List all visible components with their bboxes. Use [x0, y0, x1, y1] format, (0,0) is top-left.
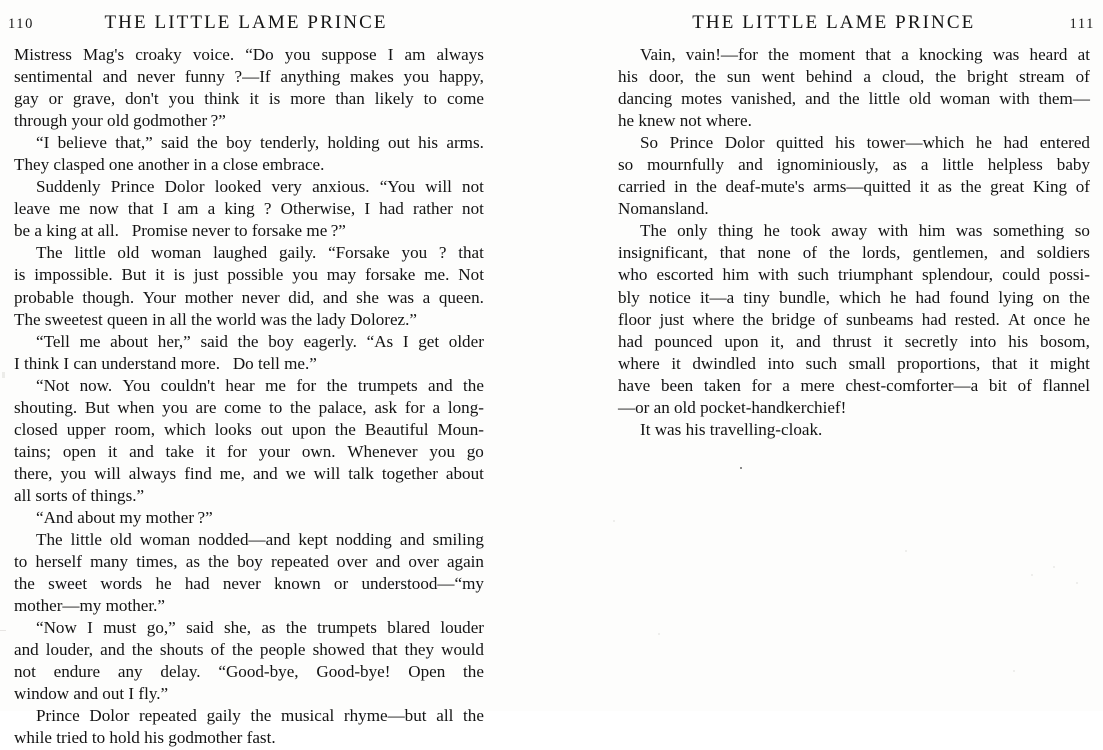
text-line: be a king at all. Promise never to forsake me ?” — [14, 221, 346, 241]
text-line: “And about my mother ?” — [36, 507, 213, 527]
folio-left: 110 — [8, 16, 35, 32]
scan-speck — [0, 630, 6, 631]
paragraph — [14, 507, 484, 529]
text-line: probable though. Your mother never did, and she was a queen. — [14, 287, 484, 307]
text-line: Nomansland. — [618, 199, 709, 219]
text-line: Mistress Mag's croaky voice. “Do you suppose I am always — [14, 45, 484, 64]
paragraph — [14, 44, 484, 132]
scan-speck — [2, 372, 5, 378]
text-line: The only thing he took away with him was something so — [640, 221, 1090, 241]
text-line: and louder, and the shouts of the people showed that they would — [14, 640, 484, 660]
text-line: The little old woman nodded—and kept nodding and smiling — [36, 530, 484, 550]
text-line: Prince Dolor repeated gaily the musical rhyme—but all the — [36, 706, 484, 726]
text-line: to herself many times, as the boy repeated over and over again — [14, 552, 484, 572]
text-line: It was his travelling-cloak. — [640, 419, 823, 439]
text-line: leave me now that I am a king ? Otherwise, I had rather not — [14, 199, 484, 219]
scan-speck — [1013, 670, 1015, 672]
text-line: floor just where the bridge of sunbeams had rested. At once he — [618, 309, 1090, 329]
text-line: mother—my mother.” — [14, 596, 165, 616]
text-line: “Now I must go,” said she, as the trumpets blared louder — [36, 618, 484, 638]
text-line: while tried to hold his godmother fast. — [14, 728, 276, 748]
paragraph — [618, 44, 1090, 132]
text-line: sentimental and never funny ?—If anything makes you happy, — [14, 67, 484, 87]
text-line: shouting. But when you are come to the palace, ask for a long- — [14, 397, 484, 417]
text-line: closed upper room, which looks out upon the Beautiful Moun- — [14, 419, 484, 439]
text-line: insignificant, that none of the lords, gentlemen, and soldiers — [618, 243, 1090, 263]
paragraph — [14, 176, 484, 242]
paragraph — [618, 419, 1090, 441]
text-line: through your old godmother ?” — [14, 111, 226, 131]
text-line: he knew not where. — [618, 111, 752, 131]
paragraph — [14, 705, 484, 749]
text-line: The little old woman laughed gaily. “Forsake you ? that — [36, 243, 484, 263]
scan-speck — [658, 633, 660, 635]
text-line: who escorted him with such triumphant splendour, could possi- — [618, 265, 1090, 285]
paragraph — [14, 242, 484, 330]
text-line: window and out I fly.” — [14, 684, 169, 704]
scan-speck — [1031, 574, 1033, 576]
scan-speck — [1053, 566, 1055, 568]
text-line: gay or grave, don't you think it is more than likely to come — [14, 89, 484, 109]
running-head-right — [610, 12, 1095, 38]
paragraph — [618, 132, 1090, 220]
text-line: Suddenly Prince Dolor looked very anxious. “You will not — [36, 177, 484, 197]
running-head-title-right: THE LITTLE LAME PRINCE — [692, 12, 976, 33]
paragraph — [14, 375, 484, 507]
paragraph — [14, 132, 484, 176]
running-head-title-left: THE LITTLE LAME PRINCE — [104, 12, 388, 33]
text-line: —or an old pocket-handkerchief! — [618, 397, 847, 417]
text-line: there, you will always find me, and we will talk together about — [14, 463, 484, 483]
text-line: Vain, vain!—for the moment that a knocking was heard at — [640, 45, 1090, 64]
text-line: tains; open it and take it for your own. Whenever you go — [14, 441, 484, 461]
text-line: had pounced upon it, and thrust it secretly into his bosom, — [618, 331, 1090, 351]
text-line: have been taken for a mere chest-comforter—a bit of flannel — [618, 375, 1090, 395]
text-line: carried in the deaf-mute's arms—quitted it as the great King of — [618, 177, 1090, 197]
text-line: his door, the sun went behind a cloud, the bright stream of — [618, 67, 1090, 87]
paragraph — [14, 529, 484, 617]
text-line: not endure any delay. “Good-bye, Good-bye! Open the — [14, 662, 484, 682]
text-line: I think I can understand more. Do tell me.” — [14, 353, 317, 373]
text-column-right — [618, 44, 1090, 441]
scan-speck — [1076, 582, 1078, 584]
scan-speck — [740, 467, 742, 469]
text-line: So Prince Dolor quitted his tower—which he had entered — [640, 133, 1090, 153]
text-line: is impossible. But it is just possible you may forsake me. Not — [14, 265, 484, 285]
scan-speck — [613, 520, 615, 522]
text-line: where it dwindled into such small proportions, that it might — [618, 353, 1090, 373]
paragraph — [618, 220, 1090, 418]
text-line: dancing motes vanished, and the little old woman with them— — [618, 89, 1090, 109]
text-line: “Not now. You couldn't hear me for the trumpets and the — [36, 375, 484, 395]
text-line: “I believe that,” said the boy tenderly, holding out his arms. — [36, 133, 484, 153]
text-column-left — [14, 44, 484, 750]
text-line: bly notice it—a tiny bundle, which he had found lying on the — [618, 287, 1090, 307]
scan-speck — [905, 550, 907, 552]
text-line: all sorts of things.” — [14, 485, 145, 505]
folio-right: 111 — [1069, 16, 1095, 32]
text-line: They clasped one another in a close embrace. — [14, 155, 325, 175]
text-line: the sweet words he had never known or understood—“my — [14, 574, 484, 594]
running-head-left — [8, 12, 492, 38]
text-line: The sweetest queen in all the world was the lady Dolorez.” — [14, 309, 417, 329]
text-line: “Tell me about her,” said the boy eagerly. “As I get older — [36, 331, 484, 351]
text-line: so mournfully and ignominiously, as a little helpless baby — [618, 155, 1090, 175]
paragraph — [14, 617, 484, 705]
paragraph — [14, 331, 484, 375]
